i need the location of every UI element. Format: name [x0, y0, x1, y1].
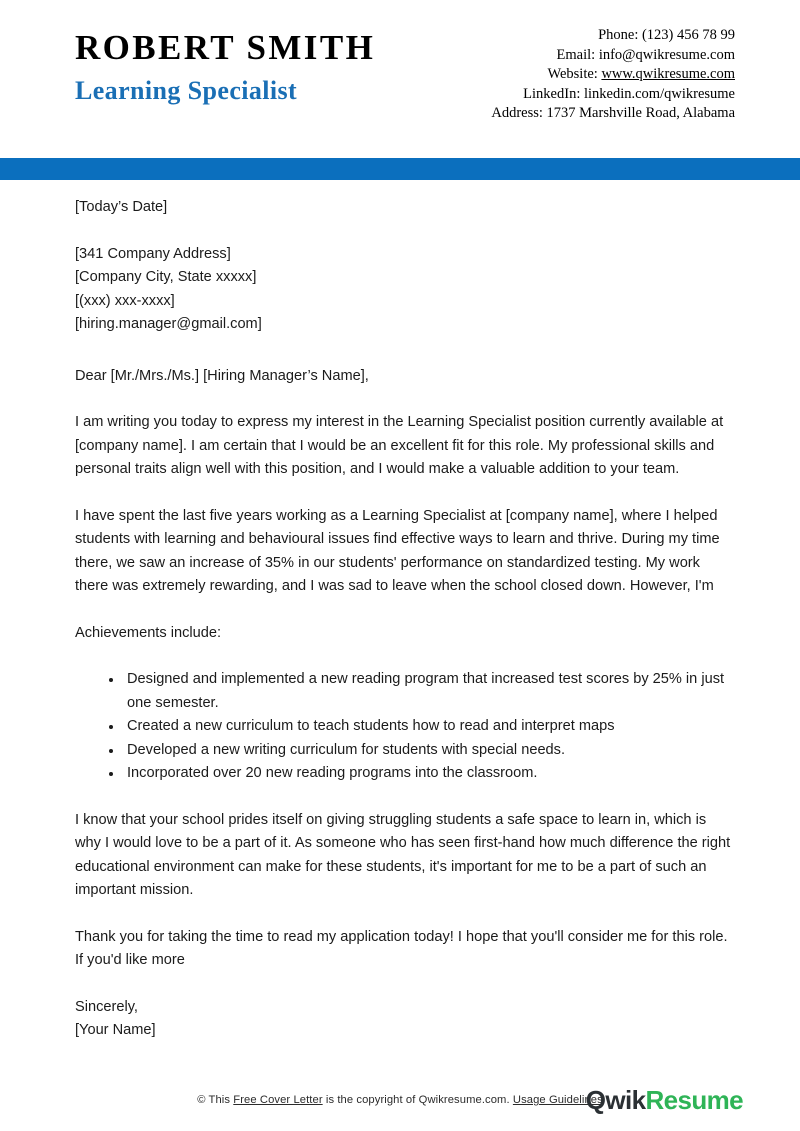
spacer [75, 388, 735, 411]
body-paragraph-2: I have spent the last five years working as a Learning Specialist at [company name], where I helped students with learning and behavioural issues find effective ways to learn and thrive. During my time there, we saw an increase of 35% in our students' performance on standardized testing. My work there was extremely rewarding, and I was sad to leave when the school closed down. However, I'm [75, 507, 720, 594]
spacer [75, 973, 735, 996]
qwikresume-logo [586, 1085, 743, 1116]
contact-details [491, 22, 735, 124]
candidate-job-title: Learning Specialist [75, 76, 298, 106]
spacer [75, 903, 735, 926]
list-item: Incorporated over 20 new reading programs into the classroom. [75, 762, 735, 786]
usage-guidelines-link[interactable]: Usage Guidelines [512, 1094, 603, 1106]
contact-website [491, 65, 735, 85]
recipient-address-line-1: [341 Company Address] [75, 245, 231, 262]
salutation: Dear [Mr./Mrs./Ms.] [Hiring Manager’s Name], [75, 367, 369, 384]
spacer [75, 482, 735, 505]
logo-text-qwik: Qwik [585, 1085, 646, 1115]
body-paragraph-3: I know that your school prides itself on giving struggling students a safe space to learn in, which is why I would love to be a part of it. As someone who has seen first-hand how much difference the right educational environment can make for these students, it's important for me to be a part of such an important mission. [75, 811, 731, 898]
list-item: Created a new curriculum to teach students how to read and interpret maps [75, 715, 735, 739]
list-item: Designed and implemented a new reading program that increased test scores by 25% in just one semester. [75, 668, 735, 715]
contact-website-label: Website: [547, 66, 602, 83]
cover-letter-body [75, 196, 735, 1043]
signature-name: [Your Name] [75, 1022, 156, 1038]
spacer [75, 220, 735, 243]
spacer [75, 786, 735, 809]
candidate-name: ROBERT SMITH [75, 28, 376, 67]
recipient-address-line-2: [Company City, State xxxxx] [75, 269, 257, 285]
contact-website-link[interactable]: www.qwikresume.com [601, 66, 735, 83]
spacer [75, 599, 735, 622]
list-item: Developed a new writing curriculum for students with special needs. [75, 739, 735, 763]
letter-date: [Today’s Date] [75, 199, 168, 215]
footer-copyright-middle: is the copyright of Qwikresume.com. [322, 1094, 513, 1106]
body-paragraph-4: Thank you for taking the time to read my application today! I hope that you'll consider me for this role. If you'd like more [75, 928, 728, 968]
recipient-phone: [(xxx) xxx-xxxx] [75, 292, 175, 309]
achievements-heading: Achievements include: [75, 624, 222, 641]
spacer [75, 337, 735, 365]
closing-salutation: Sincerely, [75, 998, 138, 1015]
candidate-identity [75, 22, 375, 106]
contact-linkedin: LinkedIn: linkedin.com/qwikresume [523, 85, 735, 102]
contact-address: Address: 1737 Marshville Road, Alabama [491, 105, 735, 122]
achievements-list [75, 668, 735, 786]
recipient-email: [hiring.manager@gmail.com] [75, 316, 262, 332]
logo-text-resume: Resume [645, 1085, 743, 1115]
contact-email: Email: info@qwikresume.com [556, 46, 735, 63]
contact-phone: Phone: (123) 456 78 99 [598, 27, 735, 43]
body-paragraph-1: I am writing you today to express my interest in the Learning Specialist position currently available at [company name]. I am certain that I would be an excellent fit for this role. My professional skills and personal traits align well with this position, and I would make a valuable addition to your team. [75, 414, 724, 477]
accent-divider-bar [0, 158, 800, 180]
free-cover-letter-link[interactable]: Free Cover Letter [233, 1094, 323, 1106]
footer-copyright-prefix: © This [197, 1094, 234, 1106]
document-header [0, 0, 800, 124]
document-footer [0, 1085, 800, 1131]
spacer [75, 645, 735, 668]
